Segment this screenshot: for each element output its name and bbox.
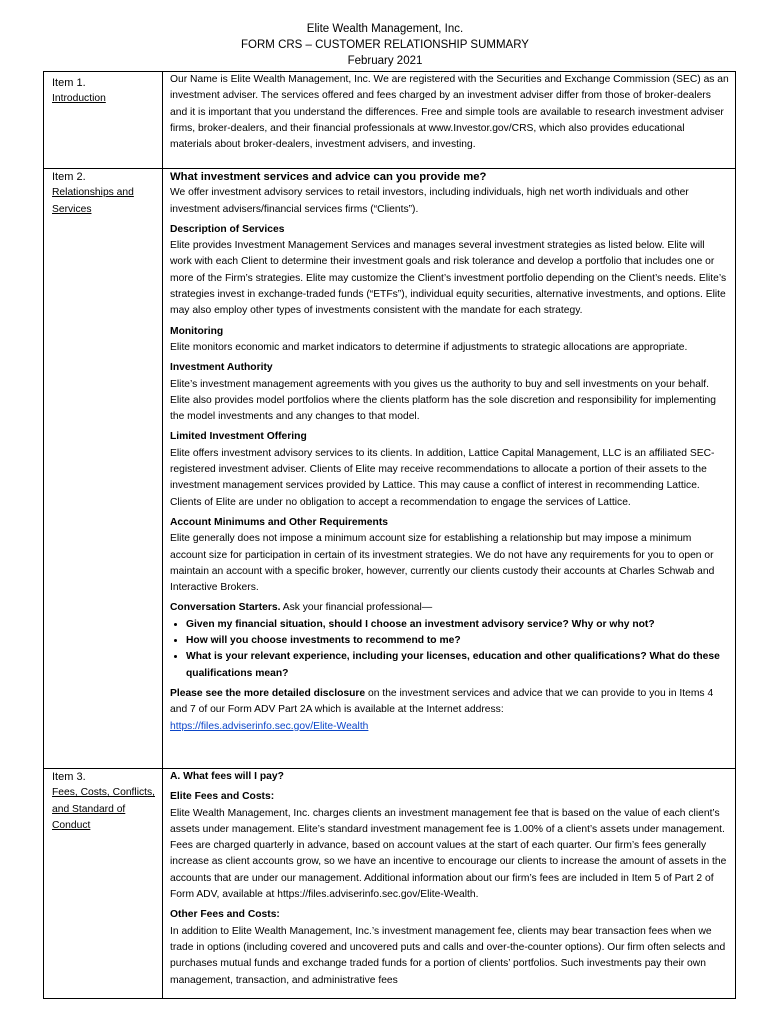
starters-list bbox=[170, 617, 729, 682]
disclosure-link[interactable]: https://files.adviserinfo.sec.gov/Elite-Wealth bbox=[170, 720, 369, 732]
item1-row bbox=[44, 72, 736, 169]
limited-offering-heading: Limited Investment Offering bbox=[170, 431, 307, 443]
item1-label-cell bbox=[44, 72, 163, 169]
form-title: FORM CRS – CUSTOMER RELATIONSHIP SUMMARY bbox=[241, 39, 529, 51]
elite-fees-heading: Elite Fees and Costs: bbox=[170, 791, 275, 803]
limited-offering-text: Elite offers investment advisory services to its clients. In addition, Lattice Capital Management, LLC is an affiliated SEC-registered investment adviser. Clients of Elite may receive recommendations to allocate a portion of their assets to the investment management services provided by Lattice. This may cause a conflict of interest in recommending Lattice. Clients of Elite are under no obligation to accept a recommendation to engage the services of Lattice. bbox=[170, 447, 715, 508]
list-item: • What is your relevant experience, including your licenses, education and other qualifications? What do these qualifications mean? bbox=[186, 649, 729, 682]
item3-content-cell bbox=[163, 769, 736, 999]
item3-question: A. What fees will I pay? bbox=[170, 771, 284, 782]
authority-text: Elite’s investment management agreements with you gives us the authority to buy and sell investments on your behalf. Elite also provides model portfolios where the clients platform has the sole discretion and responsibility for implementing the model investments and any changes to that model. bbox=[170, 378, 717, 423]
item1-content-cell bbox=[163, 72, 736, 169]
item2-row bbox=[44, 169, 736, 769]
disclosure-bold: Please see the more detailed disclosure bbox=[170, 687, 366, 699]
item3-label: Fees, Costs, Conflicts, and Standard of Conduct bbox=[52, 787, 155, 831]
monitoring-text: Elite monitors economic and market indicators to determine if adjustments to strategic allocations are appropriate. bbox=[170, 341, 688, 353]
minimums-heading: Account Minimums and Other Requirements bbox=[170, 516, 388, 528]
item1-label: Introduction bbox=[52, 93, 106, 105]
monitoring-heading: Monitoring bbox=[170, 325, 224, 337]
document-header bbox=[0, 0, 770, 69]
item2-label-cell bbox=[44, 169, 163, 769]
item2-intro: We offer investment advisory services to retail investors, including individuals, high net worth individuals and other investment advisers/financial services firms (“Clients”). bbox=[170, 187, 689, 215]
other-fees-heading: Other Fees and Costs: bbox=[170, 909, 280, 921]
item3-label-cell bbox=[44, 769, 163, 999]
item2-question: What investment services and advice can you provide me? bbox=[170, 171, 487, 183]
minimums-text: Elite generally does not impose a minimum account size for establishing a relationship but may impose a minimum account size for participation in certain of its investment strategies. We do not have any requirements for you to open or maintain an account with a specific broker, however, currently our clients custody their accounts at Charles Schwab and Interactive Brokers. bbox=[170, 533, 715, 594]
item1-number: Item 1. bbox=[52, 77, 86, 89]
conversation-starters bbox=[170, 600, 729, 616]
authority-heading: Investment Authority bbox=[170, 362, 273, 374]
services-heading: Description of Services bbox=[170, 223, 285, 235]
item2-content-cell bbox=[163, 169, 736, 769]
form-date: February 2021 bbox=[347, 55, 423, 67]
starters-lead: Conversation Starters. bbox=[170, 602, 281, 614]
company-name: Elite Wealth Management, Inc. bbox=[306, 23, 464, 35]
item3-row bbox=[44, 769, 736, 999]
crs-table bbox=[43, 71, 736, 999]
item3-number: Item 3. bbox=[52, 771, 86, 783]
list-item: • Given my financial situation, should I choose an investment advisory service? Why or why not? bbox=[186, 617, 729, 633]
elite-fees-text: Elite Wealth Management, Inc. charges clients an investment management fee that is based on the value of each client’s assets under management. Elite’s standard investment management fee is 1.00% of a client’s assets under management. Fees are charged quarterly in advance, based on account values at the start of each quarter. Our firm’s fees generally increase as client accounts grow, so we have an incentive to encourage our clients to increase the amount of assets in the accounts that are under our management. Additional information about our firm’s fees are included in Item 5 of Part 2 of Form ADV, available at https://files.adviserinfo.sec.gov/Elite-Wealth. bbox=[170, 807, 727, 901]
list-item: • How will you choose investments to recommend to me? bbox=[186, 633, 729, 649]
starters-rest: Ask your financial professional— bbox=[280, 602, 433, 614]
other-fees-text: In addition to Elite Wealth Management, Inc.’s investment management fee, clients may bear transaction fees when we trade in options (including covered and uncovered puts and calls and over-the-counter options). Our firm often selects and purchases mutual funds and exchange traded funds for a portion of clients’ portfolios. Such investments pay their own management, transaction, and administrative fees bbox=[170, 925, 726, 986]
disclosure-text: on the investment services and advice that we can provide to you in Items 4 and 7 of our Form ADV Part 2A which is available at the Internet address: bbox=[170, 687, 714, 716]
services-text: Elite provides Investment Management Services and manages several investment strategies as listed below. Elite will work with each Client to determine their investment goals and risk tolerance and develop a portfolio that includes one or more of the Firm’s strategies. Elite may customize the Client’s investment portfolio depending on the Client’s needs. Elite’s strategies invest in exchange-traded funds (“ETFs”), individual equity securities, alternative investments, and options. Elite may also employ other types of investments consistent with the mandate for each strategy. bbox=[170, 240, 727, 317]
item2-label: Relationships and Services bbox=[52, 187, 134, 215]
disclosure bbox=[170, 686, 729, 719]
item1-text: Our Name is Elite Wealth Management, Inc. We are registered with the Securities and Exchange Commission (SEC) as an investment adviser. The services offered and fees charged by an investment adviser differ from those of broker-dealers and it is important that you understand the differences. Free and simple tools are available to research investment adviser firms, broker-dealers, and their financial professionals at www.Investor.gov/CRS, which also provides educational materials about broker-dealers, investment advisers, and investing. bbox=[170, 74, 729, 151]
item2-number: Item 2. bbox=[52, 171, 86, 183]
